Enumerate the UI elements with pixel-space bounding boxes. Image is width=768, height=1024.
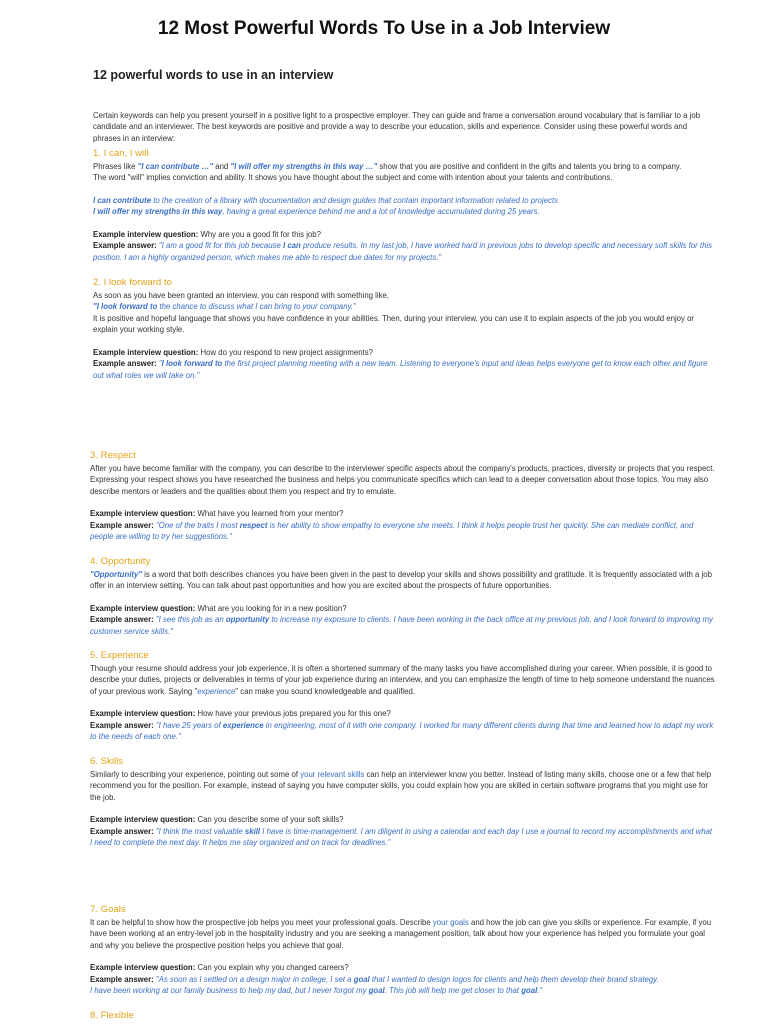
emphasis: "I look forward to xyxy=(93,302,158,311)
answer-text: "As soon as I settled on a design major in college, I set a xyxy=(153,974,354,984)
example-answer xyxy=(93,358,715,381)
example-question xyxy=(93,347,715,359)
example-text: the chance to discuss what I can bring to your company." xyxy=(157,302,356,311)
question-text: How have your previous jobs prepared you for this one? xyxy=(195,709,391,718)
link-text[interactable]: your relevant skills xyxy=(300,769,365,779)
emphasis: goal xyxy=(368,986,385,995)
section-heading: 5. Experience xyxy=(90,650,149,661)
answer-label: Example answer: xyxy=(90,520,154,530)
answer-text: the first project planning meeting with a new team. Listening to everyone's input and ideas helps everyone get to know each other and figure out what roles we will take on." xyxy=(93,359,708,380)
example-line xyxy=(93,195,715,207)
intro-text: Certain keywords can help you present yourself in a positive light to a prospective employer. They can guide and frame a conversation around vocabulary that is familiar to a job candidate and an interviewer. The best keywords are positive and provide a way to describe your education, skills and experience. Consider using these powerful words and phrases in an interview: xyxy=(93,110,701,143)
question-text: What are you looking for in a new position? xyxy=(195,603,347,613)
emphasis: "Opportunity" xyxy=(90,569,143,579)
answer-label: Example answer: xyxy=(90,974,154,984)
section-heading: 6. Skills xyxy=(90,756,124,767)
example-answer xyxy=(90,614,716,637)
question-label: Example interview question: xyxy=(93,229,199,239)
question-text: Why are you a good fit for this job? xyxy=(198,229,321,239)
section-heading: 3. Respect xyxy=(90,450,136,461)
text: Phrases like xyxy=(93,161,138,171)
section-paragraph xyxy=(90,769,716,804)
section-goals xyxy=(90,904,716,997)
section-paragraph: After you have become familiar with the company, you can describe to the interviewer specific aspects about the company's products, practices, diversity or projects that you respect. Expressing your respect shows you have researched the business and helps you communicate specifics which can lead to a deeper conversation about those topics. You may also describe mentors or leaders and the qualities about them you respect and try to emulate. xyxy=(90,463,715,496)
emphasis: I can xyxy=(283,241,301,250)
answer-text: " xyxy=(156,359,162,368)
answer-text: ." xyxy=(537,986,543,995)
emphasis: I can contribute xyxy=(93,195,152,205)
section-opportunity xyxy=(90,556,716,637)
example-answer xyxy=(90,720,716,743)
answer-label: Example answer: xyxy=(93,359,157,368)
answer-text: in engineering, most of it with one company. I worked for many different clients during that time and learned how to adapt my work to the needs of each one." xyxy=(90,720,714,741)
example-question xyxy=(90,603,716,615)
example-answer xyxy=(90,974,716,986)
text: Similarly to describing your experience, pointing out some of xyxy=(90,769,301,779)
link-text[interactable]: your goals xyxy=(432,917,469,927)
answer-label: Example answer: xyxy=(93,241,157,250)
page-title: 12 Most Powerful Words To Use in a Job Interview xyxy=(157,18,611,39)
text: Though your resume should address your job experience, it is often a shortened summary of the many tasks you have accomplished during your career. When possible, it is good to describe your duties, projects or deliverables in terms of your job experience during an interview, and you can emphasize the length of time to help someone understand the nuances of your previous work. Saying " xyxy=(90,663,715,696)
answer-text: to increase my exposure to clients. I have been working in the back office at my previous job, and I look forward to improving my customer service skills." xyxy=(90,615,713,636)
text: " can make you sound knowledgeable and qualified. xyxy=(235,686,415,696)
section-paragraph xyxy=(90,663,716,698)
section-paragraph xyxy=(90,569,716,592)
section-paragraph xyxy=(93,161,715,173)
question-label: Example interview question: xyxy=(90,603,196,613)
text: and xyxy=(213,161,231,171)
question-text: Can you explain why you changed careers? xyxy=(195,963,349,972)
text: is a word that both describes chances you have been given in the past to develop your skills and shows possibility and gratitude. It is frequently associated with a job offer in an interview setting. You can talk about past opportunities and how you are excited about the prospects of future opportunities. xyxy=(90,569,712,590)
section-heading: 2. I look forward to xyxy=(93,277,172,288)
section-paragraph: It is positive and hopeful language that shows you have confidence in your abilities. Then, during your interview, you can use it to explain aspects of the job you would enjoy or explain your working style. xyxy=(93,313,695,334)
example-text: to the creation of a library with documentation and design guides that contain important information related to projects xyxy=(151,195,559,205)
question-text: Can you describe some of your soft skills? xyxy=(195,815,344,824)
text: can help an interviewer know you better. Instead of listing many skills, choose one or a few that help recommend you for the position. For example, instead of saying you have computer skills, you could explain how you are skilled in certain software programs that you might use for the job. xyxy=(90,769,712,802)
answer-text: . This job will help me get closer to that xyxy=(384,986,522,995)
emphasis: experience xyxy=(222,720,264,730)
example-question xyxy=(90,814,716,826)
emphasis: I will offer my strengths in this way xyxy=(93,207,223,216)
answer-text: "I think the most valuable xyxy=(153,826,245,836)
section-paragraph: As soon as you have been granted an interview, you can respond with something like, xyxy=(93,290,390,300)
question-label: Example interview question: xyxy=(93,347,199,357)
example-answer xyxy=(90,826,716,849)
question-label: Example interview question: xyxy=(90,509,196,518)
answer-text: "I am a good fit for this job because xyxy=(156,241,284,250)
question-label: Example interview question: xyxy=(90,815,196,824)
section-flexible xyxy=(90,1010,716,1023)
question-label: Example interview question: xyxy=(90,963,196,972)
example-answer-cont xyxy=(90,985,716,997)
answer-text: that I wanted to design logos for clients and help them develop their brand strategy. xyxy=(369,974,659,984)
answer-label: Example answer: xyxy=(90,720,154,730)
answer-text: I have been working at our family business to help my dad, but I never forgot my xyxy=(90,986,369,995)
answer-label: Example answer: xyxy=(90,615,154,624)
example-answer xyxy=(90,520,716,543)
emphasis: opportunity xyxy=(225,615,270,624)
section-respect xyxy=(90,450,716,543)
section-paragraph xyxy=(90,917,716,952)
emphasis: I look forward to xyxy=(161,359,223,368)
section-heading: 1. I can, I will xyxy=(93,148,149,159)
example-question xyxy=(90,508,716,520)
answer-text: "One of the traits I most xyxy=(153,520,240,530)
answer-text: I have is time-management. I am diligent in using a calendar and each day I use a journal to record my accomplishments and what I need to complete the next day. It helps me stay organized and on track for deadlines." xyxy=(90,826,713,847)
emphasis: goal xyxy=(353,974,370,984)
question-text: How do you respond to new project assignments? xyxy=(198,347,373,357)
section-paragraph xyxy=(93,301,715,313)
intro-paragraph xyxy=(93,102,715,152)
emphasis: "I will offer my strengths in this way …" xyxy=(230,161,378,171)
question-label: Example interview question: xyxy=(90,709,196,718)
section-heading: 8. Flexible xyxy=(90,1010,134,1021)
example-answer xyxy=(93,240,715,263)
text: It can be helpful to show how the prospective job helps you meet your professional goals. Describe xyxy=(90,917,433,927)
section-subtitle: 12 powerful words to use in an interview xyxy=(93,68,334,82)
emphasis: skill xyxy=(244,826,261,836)
answer-text: "I see this job as an xyxy=(153,615,226,624)
section-heading: 4. Opportunity xyxy=(90,556,151,567)
text: and how the job can give you skills or experience. For example, if you have been working at an entry-level job in the hospitality industry and you are seeking a management position, talk about how your experience has helped you formulate your goal and why you believe the prospective position helps you achieve that goal. xyxy=(90,917,712,950)
answer-text: is her ability to show empathy to everyone she meets. I think it helps people trust her quickly. She can mediate conflict, and people are willing to try her suggestions." xyxy=(90,520,694,541)
example-question xyxy=(93,229,715,241)
section-i-look-forward-to xyxy=(93,277,715,381)
section-heading: 7. Goals xyxy=(90,904,126,915)
emphasis: goal xyxy=(521,986,538,995)
section-i-can-i-will xyxy=(93,148,715,263)
question-text: What have you learned from your mentor? xyxy=(195,509,344,518)
section-skills xyxy=(90,756,716,849)
section-experience xyxy=(90,650,716,743)
answer-label: Example answer: xyxy=(90,826,154,836)
answer-text: produce results. In my last job, I have worked hard in previous jobs to develop specific and necessary soft skills for this position. I am a highly organized person, which makes me able to respect due dates for my projects." xyxy=(93,241,713,262)
emphasis: respect xyxy=(239,520,268,530)
example-question xyxy=(90,708,716,720)
answer-text: "I have 25 years of xyxy=(153,720,223,730)
example-text: , having a great experience behind me and a lot of knowledge accumulated during 25 years. xyxy=(222,207,540,216)
example-line xyxy=(93,206,715,218)
emphasis: experience xyxy=(197,686,236,696)
section-paragraph: The word "will" implies conviction and ability. It shows you have thought about the subject and come with intention about your talents and contributions. xyxy=(93,173,613,182)
text: show that you are positive and confident in the gifts and talents you bring to a company. xyxy=(377,161,682,171)
example-question xyxy=(90,962,716,974)
emphasis: "I can contribute …" xyxy=(137,161,214,171)
